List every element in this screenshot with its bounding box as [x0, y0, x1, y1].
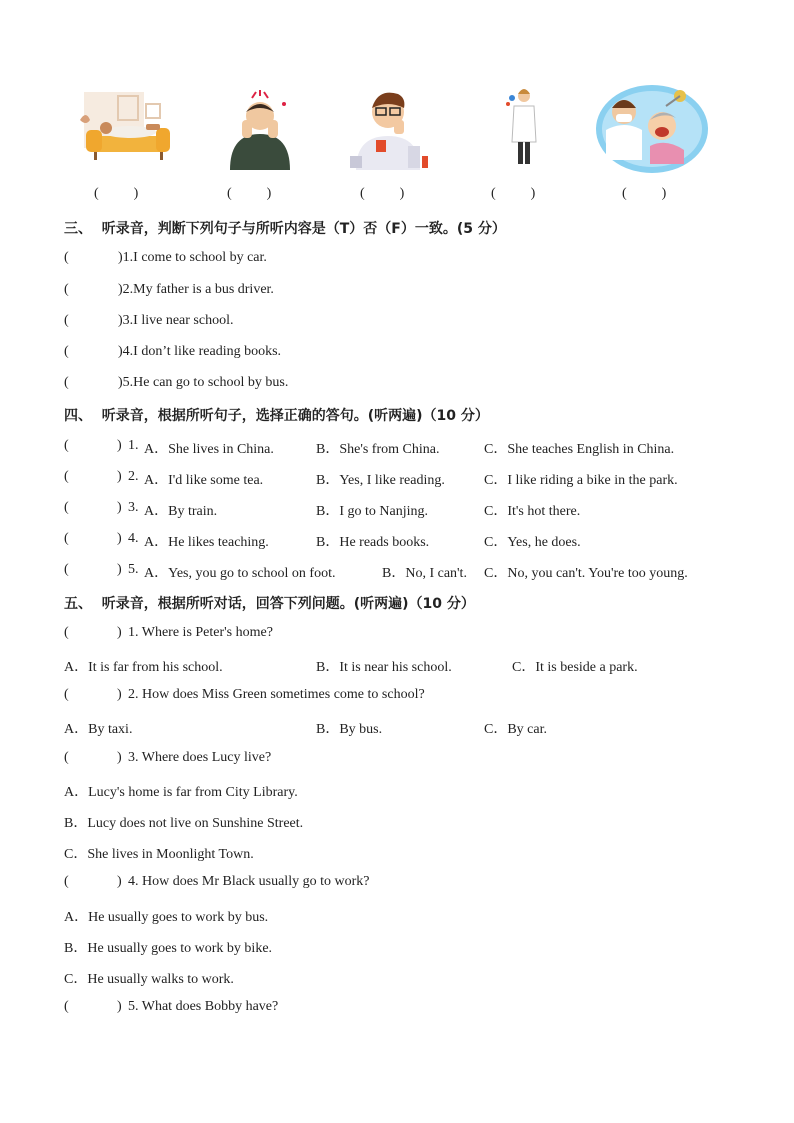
section-3-item-1: [118, 250, 267, 266]
option-c[interactable]: C．She teaches English in China.: [484, 442, 675, 457]
option-b[interactable]: B．He usually goes to work by bike.: [64, 941, 273, 956]
option-b[interactable]: B．Yes, I like reading.: [316, 473, 445, 488]
answer-blank-close: ): [118, 375, 123, 390]
answer-blank-open[interactable]: (: [64, 313, 69, 328]
answer-blank-open[interactable]: (: [64, 438, 69, 453]
headache-man-picture: [224, 90, 296, 170]
option-a[interactable]: A．By train.: [144, 504, 218, 519]
statement-text: 4.I don’t like reading books.: [122, 344, 282, 359]
answer-blank-open[interactable]: (: [64, 282, 69, 297]
answer-blank-open[interactable]: (: [64, 250, 69, 265]
answer-blank[interactable]: ( ): [491, 186, 536, 201]
answer-blank-open[interactable]: (: [64, 562, 69, 577]
answer-blank-open[interactable]: (: [64, 531, 69, 546]
statement-text: 2.My father is a bus driver.: [122, 282, 274, 297]
question-text: 4. How does Mr Black usually go to work?: [128, 874, 370, 889]
option-b[interactable]: B．It is near his school.: [316, 660, 452, 675]
picture-row: [0, 84, 794, 174]
question-number: 2.: [128, 469, 139, 484]
option-b[interactable]: B．Lucy does not live on Sunshine Street.: [64, 816, 304, 831]
option-a[interactable]: A．I'd like some tea.: [144, 473, 264, 488]
answer-blank-close: ): [117, 687, 122, 702]
section-4-title: 四、 听录音，根据所听句子，选择正确的答句。(听两遍)（10 分）: [64, 408, 489, 424]
question-number: 5.: [128, 562, 139, 577]
option-a[interactable]: A．By taxi.: [64, 722, 133, 737]
section-3-item-4: [118, 344, 281, 360]
question-text: 5. What does Bobby have?: [128, 999, 279, 1014]
answer-blank-close: ): [117, 562, 122, 577]
option-c[interactable]: C．No, you can't. You're too young.: [484, 566, 688, 581]
answer-blank-close: ): [117, 469, 122, 484]
question-text: 2. How does Miss Green sometimes come to school?: [128, 687, 425, 702]
answer-blank-close: ): [118, 344, 123, 359]
answer-blank-open[interactable]: (: [64, 874, 69, 889]
answer-blank-close: ): [117, 750, 122, 765]
option-a[interactable]: A．It is far from his school.: [64, 660, 223, 675]
answer-blank-close: ): [117, 438, 122, 453]
question-text: 3. Where does Lucy live?: [128, 750, 272, 765]
question-number: 3.: [128, 500, 139, 515]
option-c[interactable]: C．It is beside a park.: [512, 660, 638, 675]
sofa-resting-picture: [76, 90, 172, 170]
option-b[interactable]: B．He reads books.: [316, 535, 430, 550]
statement-text: 1.I come to school by car.: [122, 250, 267, 265]
option-a[interactable]: A．Lucy's home is far from City Library.: [64, 785, 298, 800]
option-c[interactable]: C．He usually walks to work.: [64, 972, 234, 987]
option-c[interactable]: C．Yes, he does.: [484, 535, 581, 550]
question-number: 4.: [128, 531, 139, 546]
answer-blank-close: ): [118, 282, 123, 297]
option-c[interactable]: C．She lives in Moonlight Town.: [64, 847, 254, 862]
section-3-item-2: [118, 282, 274, 298]
answer-blank-close: ): [118, 313, 123, 328]
section-5-title: 五、 听录音，根据所听对话，回答下列问题。(听两遍)（10 分）: [64, 596, 475, 612]
dentist-picture: [594, 84, 710, 174]
option-b[interactable]: B．I go to Nanjing.: [316, 504, 428, 519]
option-a[interactable]: A．Yes, you go to school on foot.: [144, 566, 336, 581]
option-c[interactable]: C．I like riding a bike in the park.: [484, 473, 678, 488]
answer-blank-open[interactable]: (: [64, 469, 69, 484]
answer-blank-open[interactable]: (: [64, 750, 69, 765]
doctor-picture: [504, 86, 542, 170]
answer-blank-close: ): [118, 250, 123, 265]
answer-blank-close: ): [117, 625, 122, 640]
answer-blank-open[interactable]: (: [64, 625, 69, 640]
answer-blank-open[interactable]: (: [64, 375, 69, 390]
option-a[interactable]: A．He usually goes to work by bus.: [64, 910, 269, 925]
picture-answer-row: [0, 186, 794, 208]
answer-blank-close: ): [117, 999, 122, 1014]
section-3-item-3: [118, 313, 233, 329]
question-text: 1. Where is Peter's home?: [128, 625, 273, 640]
option-b[interactable]: B．No, I can't.: [382, 566, 467, 581]
answer-blank-open[interactable]: (: [64, 999, 69, 1014]
answer-blank[interactable]: ( ): [360, 186, 405, 201]
answer-blank-open[interactable]: (: [64, 687, 69, 702]
answer-blank-close: ): [117, 531, 122, 546]
sick-man-picture: [346, 86, 430, 170]
answer-blank[interactable]: ( ): [622, 186, 667, 201]
option-b[interactable]: B．She's from China.: [316, 442, 440, 457]
answer-blank[interactable]: ( ): [94, 186, 139, 201]
section-3-item-5: [118, 375, 288, 391]
answer-blank[interactable]: ( ): [227, 186, 272, 201]
answer-blank-close: ): [117, 500, 122, 515]
answer-blank-open[interactable]: (: [64, 344, 69, 359]
statement-text: 3.I live near school.: [122, 313, 234, 328]
answer-blank-open[interactable]: (: [64, 500, 69, 515]
option-a[interactable]: A．He likes teaching.: [144, 535, 269, 550]
option-c[interactable]: C．It's hot there.: [484, 504, 581, 519]
section-3-title: 三、 听录音，判断下列句子与所听内容是（T）否（F）一致。(5 分）: [64, 221, 506, 237]
option-a[interactable]: A．She lives in China.: [144, 442, 274, 457]
option-c[interactable]: C．By car.: [484, 722, 547, 737]
question-number: 1.: [128, 438, 139, 453]
statement-text: 5.He can go to school by bus.: [122, 375, 289, 390]
answer-blank-close: ): [117, 874, 122, 889]
option-b[interactable]: B．By bus.: [316, 722, 383, 737]
